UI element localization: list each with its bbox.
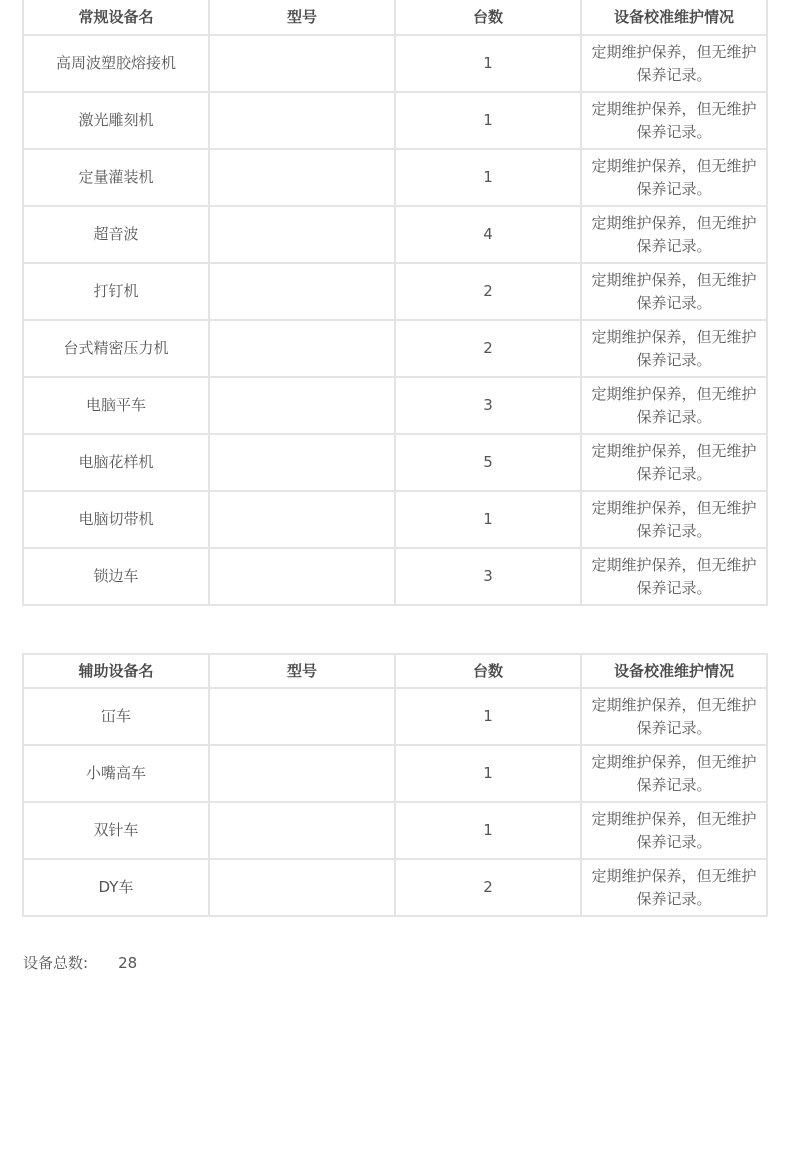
table-row [23,263,767,320]
total-label: 设备总数: [23,954,89,972]
count-cell: 5 [395,434,581,491]
maintenance-status-cell: 定期维护保养，但无维护保养记录。 [581,859,767,916]
table-row [23,548,767,605]
model-cell [209,92,395,149]
table-row [23,491,767,548]
total-value: 28 [118,954,138,972]
count-cell: 2 [395,263,581,320]
table-row [23,859,767,916]
table-row [23,35,767,92]
header-model: 型号 [209,0,395,35]
count-cell: 1 [395,35,581,92]
header-maintenance-status: 设备校准维护情况 [581,654,767,688]
maintenance-status-cell: 定期维护保养，但无维护保养记录。 [581,35,767,92]
model-cell [209,548,395,605]
maintenance-status-cell: 定期维护保养，但无维护保养记录。 [581,320,767,377]
equipment-name-cell: 打钉机 [23,263,209,320]
model-cell [209,688,395,745]
maintenance-status-cell: 定期维护保养，但无维护保养记录。 [581,491,767,548]
table-row [23,206,767,263]
model-cell [209,149,395,206]
model-cell [209,320,395,377]
maintenance-status-cell: 定期维护保养，但无维护保养记录。 [581,263,767,320]
count-cell: 1 [395,491,581,548]
equipment-name-cell: 电脑切带机 [23,491,209,548]
equipment-name-cell: 电脑平车 [23,377,209,434]
equipment-name-cell: 超音波 [23,206,209,263]
model-cell [209,859,395,916]
maintenance-status-cell: 定期维护保养，但无维护保养记录。 [581,149,767,206]
count-cell: 1 [395,688,581,745]
count-cell: 1 [395,92,581,149]
count-cell: 3 [395,377,581,434]
count-cell: 1 [395,745,581,802]
count-cell: 3 [395,548,581,605]
maintenance-status-cell: 定期维护保养，但无维护保养记录。 [581,802,767,859]
auxiliary-equipment-table [22,653,768,917]
model-cell [209,35,395,92]
model-cell [209,491,395,548]
table-row [23,149,767,206]
model-cell [209,802,395,859]
table-header-row [23,0,767,35]
count-cell: 2 [395,859,581,916]
equipment-name-cell: DY车 [23,859,209,916]
model-cell [209,745,395,802]
equipment-name-cell: 锁边车 [23,548,209,605]
maintenance-status-cell: 定期维护保养，但无维护保养记录。 [581,206,767,263]
maintenance-status-cell: 定期维护保养，但无维护保养记录。 [581,434,767,491]
equipment-name-cell: 激光雕刻机 [23,92,209,149]
regular-equipment-table [22,0,768,606]
equipment-name-cell: 台式精密压力机 [23,320,209,377]
table-row [23,92,767,149]
model-cell [209,206,395,263]
table-row [23,377,767,434]
table-row [23,802,767,859]
equipment-name-cell: 电脑花样机 [23,434,209,491]
maintenance-status-cell: 定期维护保养，但无维护保养记录。 [581,745,767,802]
table-row [23,688,767,745]
count-cell: 4 [395,206,581,263]
maintenance-status-cell: 定期维护保养，但无维护保养记录。 [581,548,767,605]
maintenance-status-cell: 定期维护保养，但无维护保养记录。 [581,92,767,149]
model-cell [209,434,395,491]
table-row [23,434,767,491]
header-count: 台数 [395,654,581,688]
maintenance-status-cell: 定期维护保养，但无维护保养记录。 [581,688,767,745]
table-row [23,320,767,377]
table-row [23,745,767,802]
equipment-name-cell: 高周波塑胶熔接机 [23,35,209,92]
header-equipment-name: 辅助设备名 [23,654,209,688]
count-cell: 1 [395,802,581,859]
header-equipment-name: 常规设备名 [23,0,209,35]
header-maintenance-status: 设备校准维护情况 [581,0,767,35]
count-cell: 1 [395,149,581,206]
equipment-name-cell: 冚车 [23,688,209,745]
table-header-row [23,654,767,688]
equipment-total [23,952,137,974]
model-cell [209,377,395,434]
equipment-name-cell: 定量灌装机 [23,149,209,206]
count-cell: 2 [395,320,581,377]
header-model: 型号 [209,654,395,688]
header-count: 台数 [395,0,581,35]
maintenance-status-cell: 定期维护保养，但无维护保养记录。 [581,377,767,434]
equipment-name-cell: 小嘴高车 [23,745,209,802]
equipment-name-cell: 双针车 [23,802,209,859]
model-cell [209,263,395,320]
